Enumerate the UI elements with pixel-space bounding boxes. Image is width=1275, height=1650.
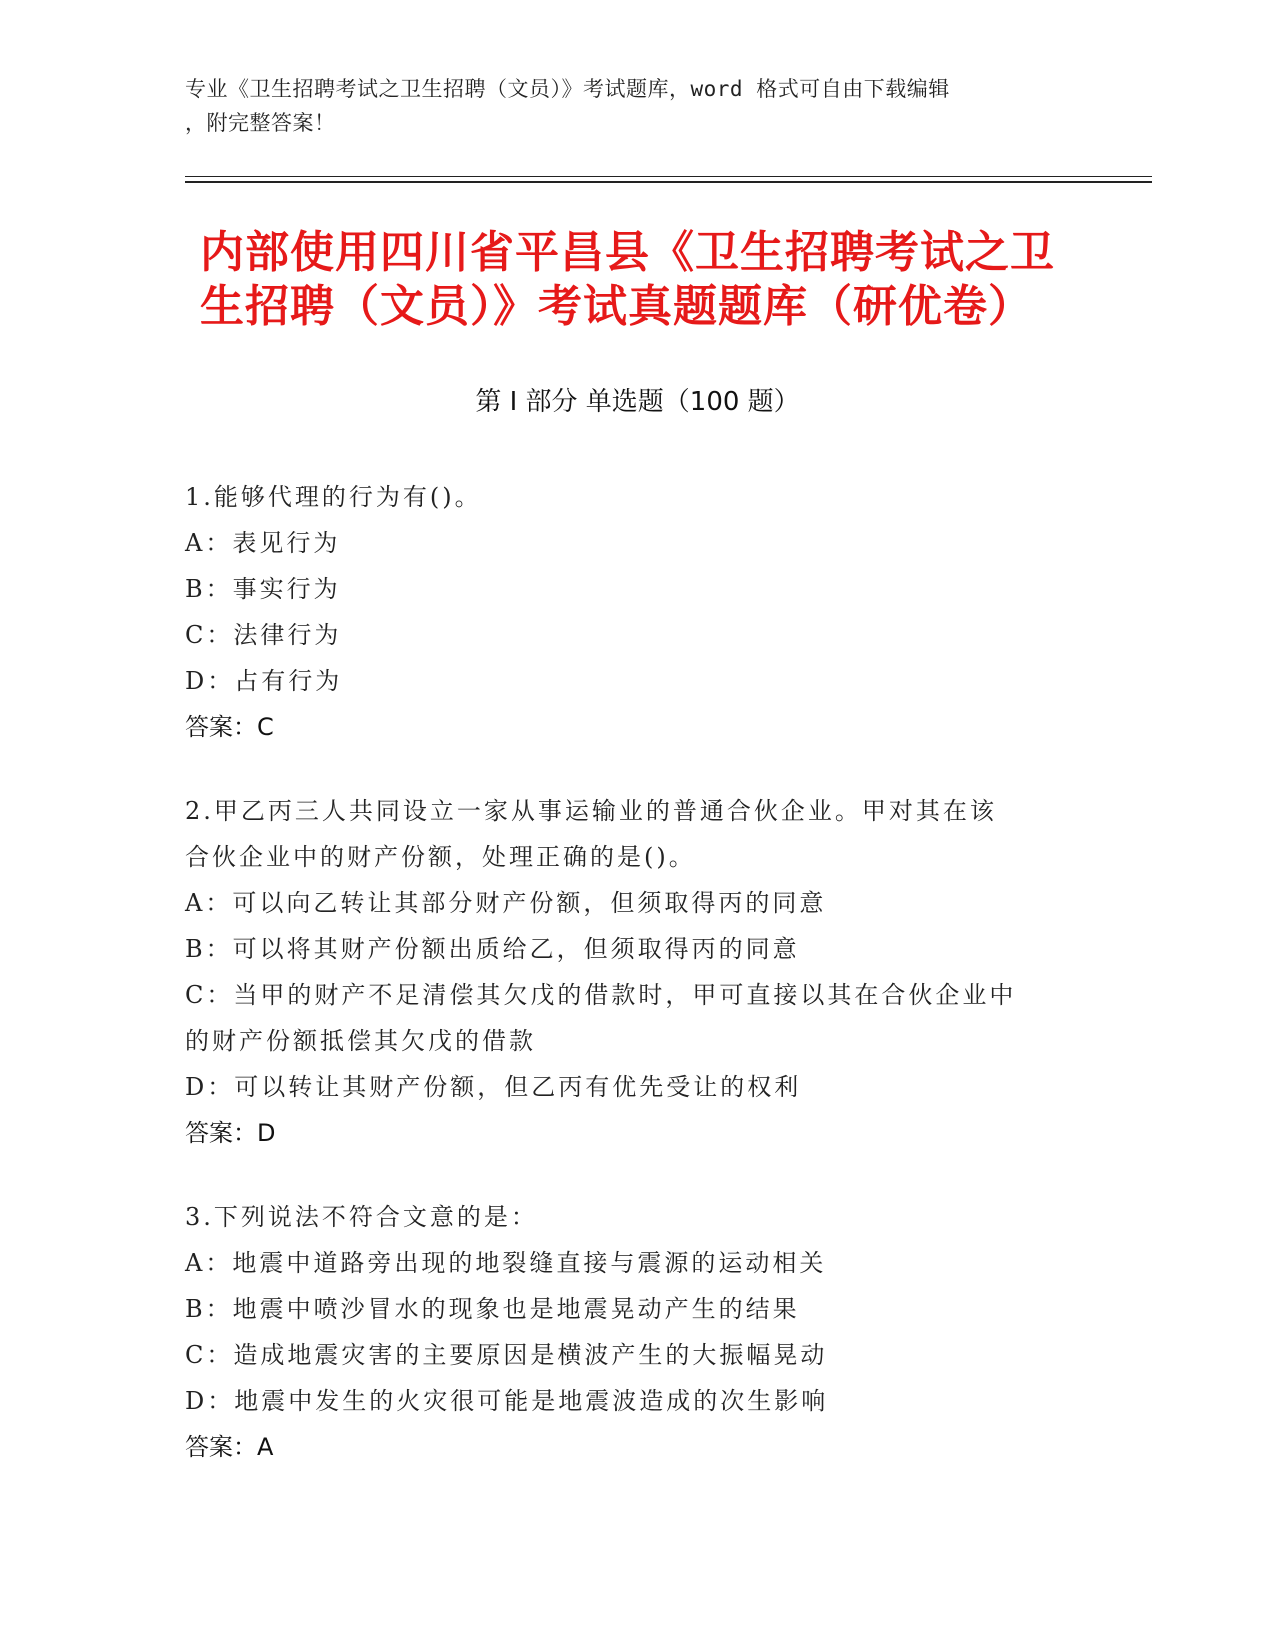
intro-line: 专业《卫生招聘考试之卫生招聘（文员）》考试题库，word 格式可自由下载编辑 xyxy=(185,77,950,101)
question-stem: 3.下列说法不符合文意的是： xyxy=(185,1203,538,1231)
question-item xyxy=(185,788,1090,1156)
answer-label: 答案：C xyxy=(185,713,274,741)
option-c: C：当甲的财产不足清偿其欠戊的借款时，甲可直接以其在合伙企业中 xyxy=(185,981,1017,1009)
question-item xyxy=(185,1194,1090,1470)
question-item xyxy=(185,474,1090,750)
section-heading: 第 I 部分 单选题（100 题） xyxy=(475,387,800,417)
question-stem: 合伙企业中的财产份额，处理正确的是()。 xyxy=(185,843,696,871)
question-stem: 2.甲乙丙三人共同设立一家从事运输业的普通合伙企业。甲对其在该 xyxy=(185,797,997,825)
option-b: B：可以将其财产份额出质给乙，但须取得丙的同意 xyxy=(185,935,800,963)
option-b: B：事实行为 xyxy=(185,575,341,603)
intro-line: ，附完整答案！ xyxy=(185,111,336,135)
document-title xyxy=(200,226,1100,334)
option-a: A：表见行为 xyxy=(185,529,341,557)
title-line: 生招聘（文员）》考试真题题库（研优卷） xyxy=(200,281,1033,332)
option-b: B：地震中喷沙冒水的现象也是地震晃动产生的结果 xyxy=(185,1295,800,1323)
intro-text xyxy=(185,72,1090,140)
title-line: 内部使用四川省平昌县《卫生招聘考试之卫 xyxy=(200,227,1055,278)
option-d: D：地震中发生的火灾很可能是地震波造成的次生影响 xyxy=(185,1387,829,1415)
question-list xyxy=(185,474,1090,1508)
divider-line xyxy=(185,176,1152,177)
question-stem: 1.能够代理的行为有()。 xyxy=(185,483,482,511)
option-a: A：可以向乙转让其部分财产份额，但须取得丙的同意 xyxy=(185,889,827,917)
divider-line xyxy=(185,181,1152,183)
option-c: C：法律行为 xyxy=(185,621,342,649)
option-d: D：可以转让其财产份额，但乙丙有优先受让的权利 xyxy=(185,1073,802,1101)
option-d: D：占有行为 xyxy=(185,667,343,695)
answer-label: 答案：A xyxy=(185,1433,274,1461)
option-a: A：地震中道路旁出现的地裂缝直接与震源的运动相关 xyxy=(185,1249,827,1277)
option-c: C：造成地震灾害的主要原因是横波产生的大振幅晃动 xyxy=(185,1341,828,1369)
option-c-continued: 的财产份额抵偿其欠戊的借款 xyxy=(185,1027,536,1055)
answer-label: 答案：D xyxy=(185,1119,276,1147)
